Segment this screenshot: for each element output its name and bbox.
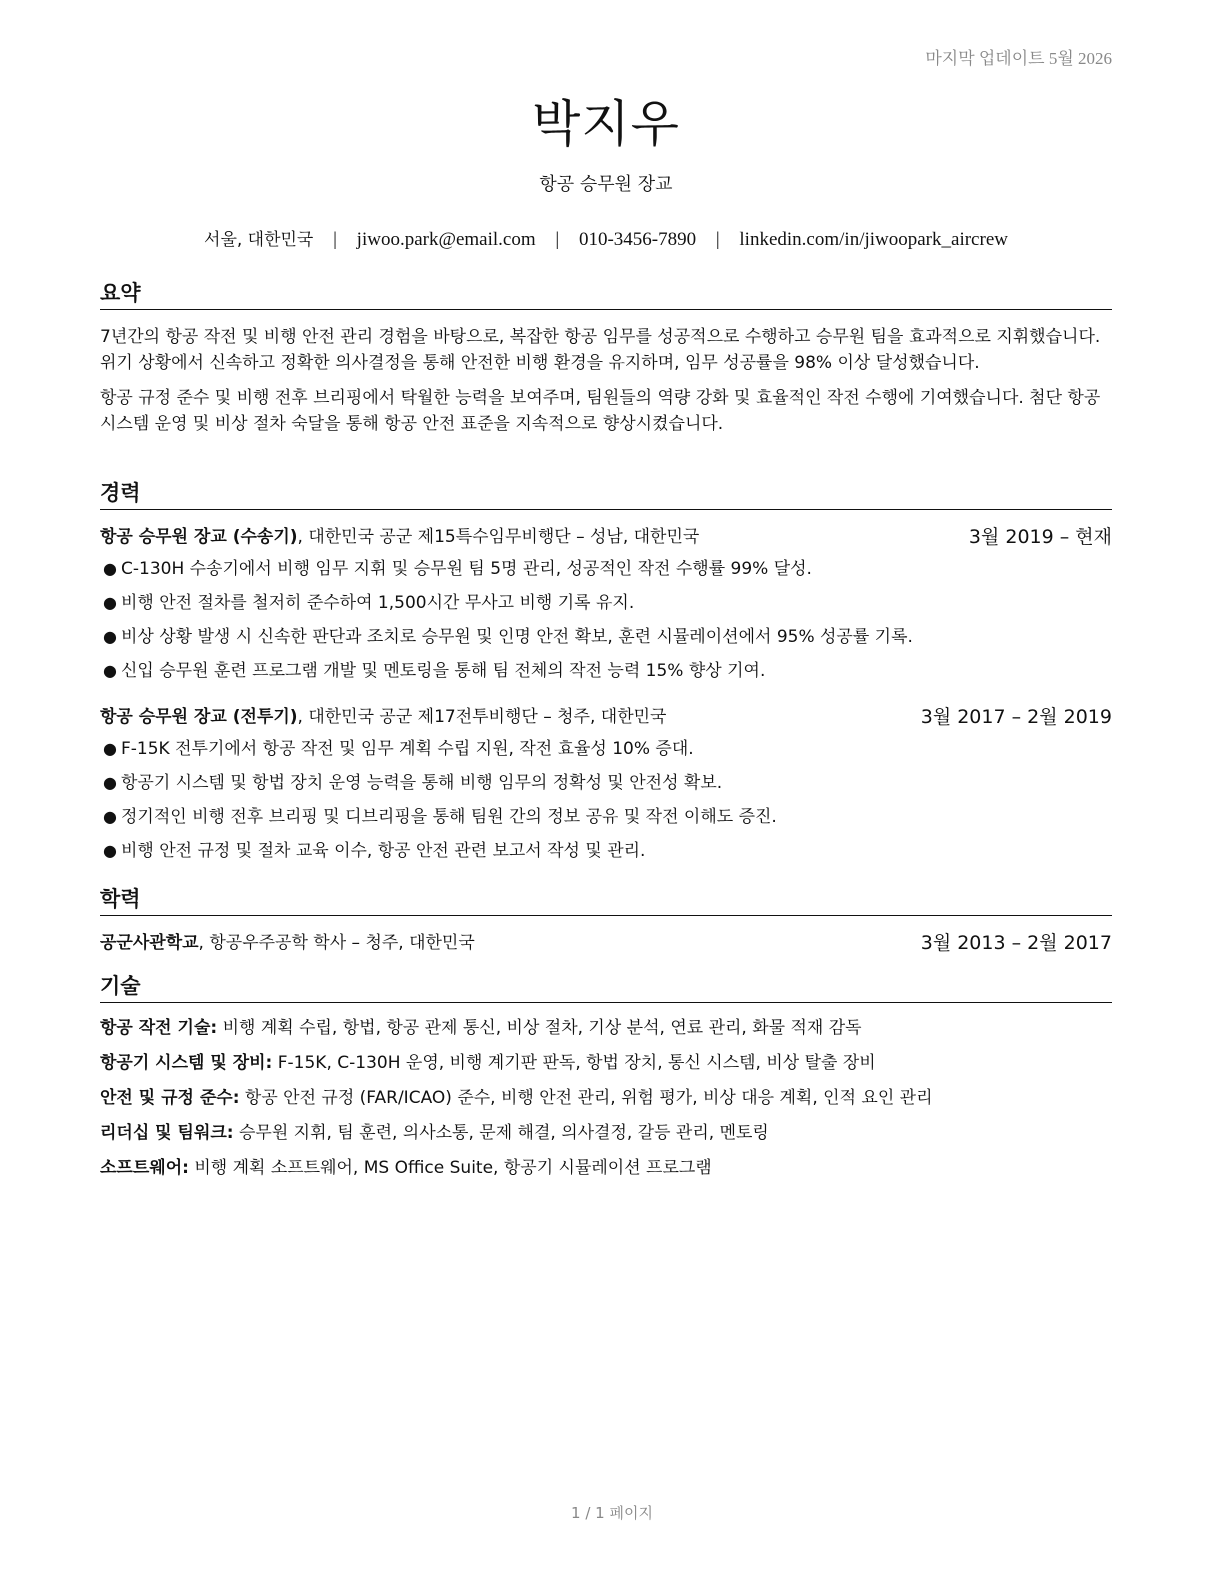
skill-label: 항공 작전 기술:	[100, 1018, 218, 1038]
bullet-icon: ●	[103, 841, 117, 860]
experience-heading: 경력	[100, 477, 1112, 510]
bullet-text: C-130H 수송기에서 비행 임무 지휘 및 승무원 팀 5명 관리, 성공적인 작전 수행률 99% 달성.	[121, 559, 812, 579]
degree-info: , 항공우주공학 학사 – 청주, 대한민국	[198, 933, 475, 953]
skill-value: 항공 안전 규정 (FAR/ICAO) 준수, 비행 안전 관리, 위험 평가, 비상 대응 계획, 인적 요인 관리	[239, 1088, 933, 1108]
skill-row	[100, 1046, 1112, 1081]
summary-paragraph: 항공 규정 준수 및 비행 전후 브리핑에서 탁월한 능력을 보여주며, 팀원들의 역량 강화 및 효율적인 작전 수행에 기여했습니다. 첨단 항공 시스템 운영 및 비상 절차 숙달을 통해 항공 안전 표준을 지속적으로 향상시켰습니다.	[100, 388, 1101, 434]
job-dates: 3월 2017 – 2월 2019	[920, 706, 1112, 728]
bullet-text: 항공기 시스템 및 항법 장치 운영 능력을 통해 비행 임무의 정확성 및 안전성 확보.	[121, 773, 723, 793]
skill-row	[100, 1081, 1112, 1116]
job-organization: , 대한민국 공군 제15특수임무비행단 – 성남, 대한민국	[297, 527, 700, 547]
job-organization: , 대한민국 공군 제17전투비행단 – 청주, 대한민국	[297, 707, 667, 727]
contact-phone: 010-3456-7890	[578, 229, 697, 250]
job-dates: 3월 2019 – 현재	[968, 526, 1112, 548]
skill-value: F-15K, C-130H 운영, 비행 계기판 판독, 항법 장치, 통신 시스템, 비상 탈출 장비	[272, 1053, 876, 1073]
skill-label: 항공기 시스템 및 장비:	[100, 1053, 273, 1073]
contact-email[interactable]: jiwoo.park@email.com	[356, 229, 536, 250]
list-item	[100, 552, 1112, 586]
contact-line	[100, 225, 1112, 251]
skill-value: 비행 계획 소프트웨어, MS Office Suite, 항공기 시뮬레이션 프로그램	[188, 1158, 712, 1178]
skill-row	[100, 1116, 1112, 1151]
skills-heading: 기술	[100, 970, 1112, 1003]
skills-list	[100, 1011, 1112, 1186]
education-heading: 학력	[100, 883, 1112, 916]
list-item	[100, 620, 1112, 654]
education-dates: 3월 2013 – 2월 2017	[920, 932, 1112, 954]
list-item	[100, 586, 1112, 620]
list-item	[100, 654, 1112, 688]
bullet-text: 신입 승무원 훈련 프로그램 개발 및 멘토링을 통해 팀 전체의 작전 능력 15% 향상 기여.	[121, 661, 766, 681]
list-item	[100, 732, 1112, 766]
bullet-icon: ●	[103, 773, 117, 792]
job-title-subtitle: 항공 승무원 장교	[539, 174, 673, 195]
job-bullets	[100, 552, 1112, 688]
page-indicator: 1 / 1 페이지	[571, 1504, 653, 1522]
bullet-icon: ●	[103, 807, 117, 826]
skill-label: 리더십 및 팀워크:	[100, 1123, 234, 1143]
skill-value: 비행 계획 수립, 항법, 항공 관제 통신, 비상 절차, 기상 분석, 연료 관리, 화물 적재 감독	[217, 1018, 862, 1038]
bullet-text: 비상 상황 발생 시 신속한 판단과 조치로 승무원 및 인명 안전 확보, 훈련 시뮬레이션에서 95% 성공률 기록.	[121, 627, 913, 647]
last-updated: 마지막 업데이트 5월 2026	[925, 49, 1112, 68]
contact-separator: |	[333, 229, 337, 250]
bullet-icon: ●	[103, 559, 117, 578]
list-item	[100, 834, 1112, 868]
bullet-text: 정기적인 비행 전후 브리핑 및 디브리핑을 통해 팀원 간의 정보 공유 및 작전 이해도 증진.	[121, 807, 777, 827]
bullet-text: F-15K 전투기에서 항공 작전 및 임무 계획 수립 지원, 작전 효율성 10% 증대.	[121, 739, 694, 759]
summary-section	[100, 277, 1112, 437]
job-header	[100, 704, 1112, 730]
job-entry	[100, 524, 1112, 688]
list-item	[100, 800, 1112, 834]
bullet-icon: ●	[103, 593, 117, 612]
contact-linkedin[interactable]: linkedin.com/in/jiwoopark_aircrew	[739, 229, 1008, 250]
experience-section	[100, 477, 1112, 868]
skill-row	[100, 1011, 1112, 1046]
contact-separator: |	[715, 229, 720, 250]
education-section	[100, 883, 1112, 956]
skill-label: 소프트웨어:	[100, 1158, 189, 1178]
skill-row	[100, 1151, 1112, 1186]
job-role: 항공 승무원 장교 (전투기)	[100, 707, 298, 727]
skill-value: 승무원 지휘, 팀 훈련, 의사소통, 문제 해결, 의사결정, 갈등 관리, 멘토링	[233, 1123, 769, 1143]
job-header	[100, 524, 1112, 550]
bullet-icon: ●	[103, 661, 117, 680]
contact-location: 서울, 대한민국	[204, 230, 314, 250]
bullet-icon: ●	[103, 627, 117, 646]
contact-separator: |	[555, 229, 560, 250]
list-item	[100, 766, 1112, 800]
skills-section	[100, 970, 1112, 1186]
summary-paragraph: 7년간의 항공 작전 및 비행 안전 관리 경험을 바탕으로, 복잡한 항공 임무를 성공적으로 수행하고 승무원 팀을 효과적으로 지휘했습니다. 위기 상황에서 신속하고 정확한 의사결정을 통해 안전한 비행 환경을 유지하며, 임무 성공률을 98% 이상 달성했습니다.	[100, 327, 1101, 373]
bullet-icon: ●	[103, 739, 117, 758]
job-role: 항공 승무원 장교 (수송기)	[100, 527, 298, 547]
summary-heading: 요약	[100, 277, 1112, 310]
bullet-text: 비행 안전 절차를 철저히 준수하여 1,500시간 무사고 비행 기록 유지.	[121, 593, 635, 613]
education-entry	[100, 930, 1112, 956]
job-entry	[100, 704, 1112, 868]
skill-label: 안전 및 규정 준수:	[100, 1088, 240, 1108]
bullet-text: 비행 안전 규정 및 절차 교육 이수, 항공 안전 관련 보고서 작성 및 관리.	[121, 841, 646, 861]
job-bullets	[100, 732, 1112, 868]
candidate-name: 박지우	[532, 95, 680, 153]
school-name: 공군사관학교	[100, 933, 199, 953]
